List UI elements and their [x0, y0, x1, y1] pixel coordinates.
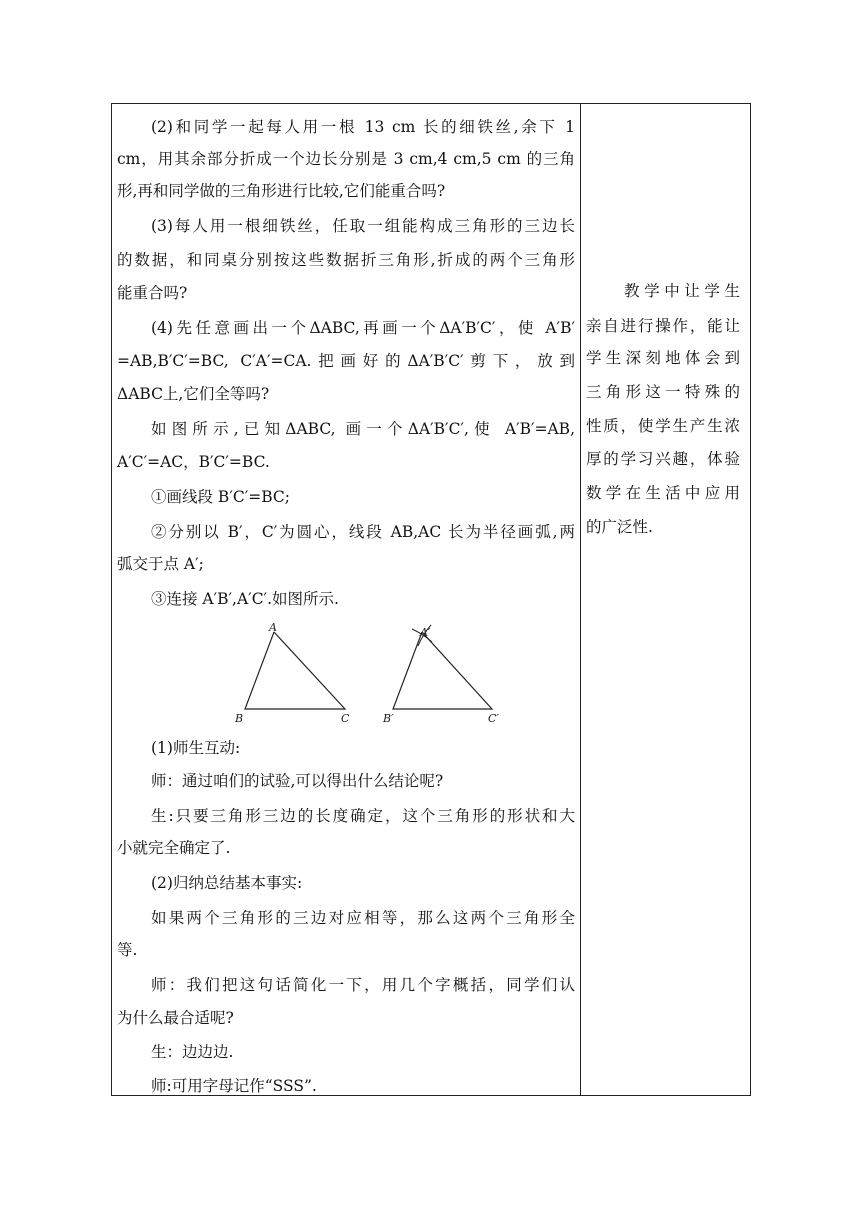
text-line: 小就完全确定了.: [117, 839, 231, 857]
text-line: (2)归纳总结基本事实:: [151, 874, 303, 892]
text-line: 能重合吗?: [117, 284, 188, 302]
lesson-table: [111, 103, 751, 1096]
note-line: 三角形这一特殊的: [586, 383, 740, 401]
text-line: (2)和同学一起每人用一根 13 cm 长的细铁丝,余下 1: [151, 118, 575, 136]
text-line: 师：我们把这句话简化一下，用几个字概括，同学们认: [151, 976, 575, 994]
label-a: A: [269, 621, 277, 634]
label-b-prime: B′: [383, 712, 394, 725]
note-line: 教学中让学生: [624, 282, 740, 300]
text-line: (1)师生互动:: [151, 739, 241, 757]
note-line: 数学在生活中应用: [586, 484, 740, 502]
text-line: 如果两个三角形的三边对应相等，那么这两个三角形全: [151, 909, 575, 927]
text-line: (3)每人用一根细铁丝，任取一组能构成三角形的三边长: [151, 217, 575, 235]
triangle-abc: [245, 632, 345, 709]
label-c: C: [341, 712, 350, 725]
text-line: (4)先任意画出一个ΔABC,再画一个ΔA′B′C′，使 A′B′: [151, 319, 575, 337]
triangle-a-prime-b-prime-c-prime: [393, 632, 492, 709]
text-line: 师：通过咱们的试验,可以得出什么结论呢?: [151, 772, 444, 790]
column-divider: [580, 104, 581, 1095]
text-line: ③连接 A′B′,A′C′.如图所示.: [151, 590, 339, 608]
text-line: =AB,B′C′=BC, C′A′=CA.把画好的ΔA′B′C′剪下，放到: [117, 352, 575, 370]
text-line: 如图所示,已知ΔABC, 画一个ΔA′B′C′,使 A′B′=AB,: [151, 420, 575, 438]
text-line: 的数据，和同桌分别按这些数据折三角形,折成的两个三角形: [117, 251, 575, 269]
text-line: ②分别以 B′，C′为圆心，线段 AB,AC 长为半径画弧,两: [151, 523, 575, 541]
triangle-construction-figure: [235, 620, 515, 726]
text-line: 等.: [117, 941, 138, 959]
text-line: cm，用其余部分折成一个边长分别是 3 cm,4 cm,5 cm 的三角: [117, 150, 575, 168]
text-line: 弧交于点 A′;: [117, 555, 204, 573]
note-line: 的广泛性.: [586, 518, 653, 536]
text-line: 生:只要三角形三边的长度确定，这个三角形的形状和大: [151, 807, 575, 825]
label-c-prime: C′: [488, 712, 499, 725]
text-line: A′C′=AC，B′C′=BC.: [117, 453, 270, 471]
text-line: 生：边边边.: [151, 1043, 234, 1061]
text-line: 形,再和同学做的三角形进行比较,它们能重合吗?: [117, 182, 446, 200]
text-line: ①画线段 B′C′=BC;: [151, 488, 290, 506]
label-b: B: [235, 712, 244, 725]
note-line: 学生深刻地体会到: [586, 349, 740, 367]
note-line: 亲自进行操作，能让: [586, 317, 740, 335]
note-line: 厚的学习兴趣，体验: [586, 450, 740, 468]
text-line: 为什么最合适呢?: [117, 1009, 234, 1027]
label-a-prime: A′: [420, 626, 431, 639]
note-line: 性质，使学生产生浓: [586, 417, 740, 435]
text-line: ΔABC上,它们全等吗?: [117, 385, 270, 403]
text-line: 师:可用字母记作“SSS”.: [151, 1077, 317, 1095]
